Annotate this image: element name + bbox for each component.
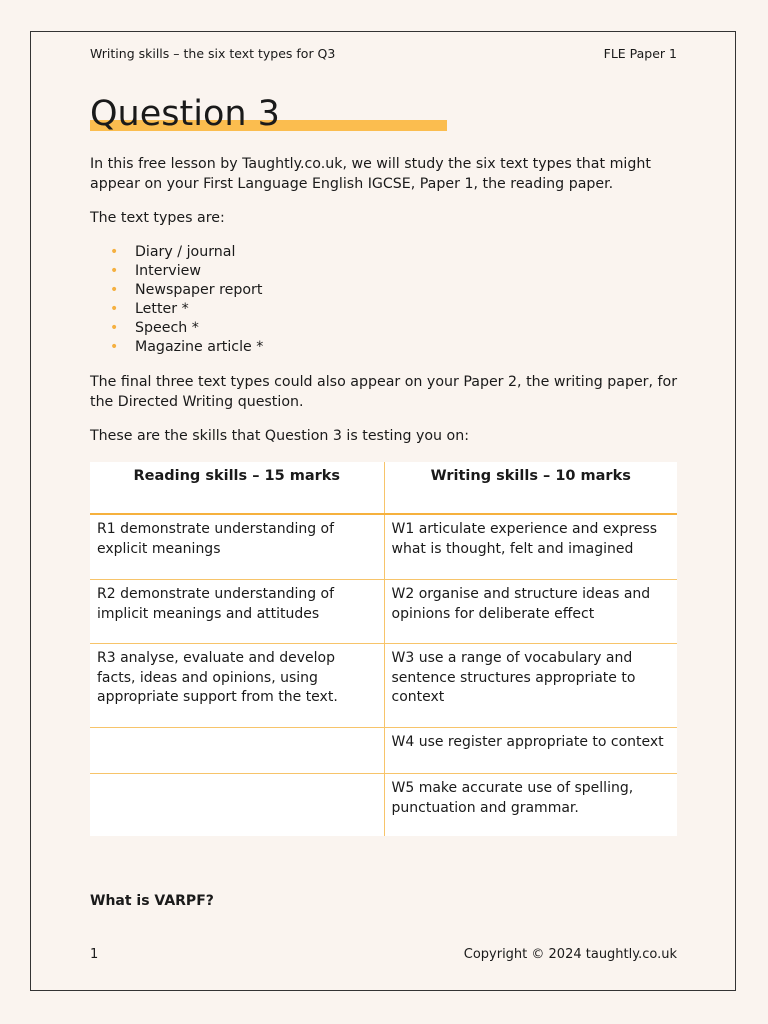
bullet-icon: •	[110, 301, 119, 317]
list-item: • Diary / journal	[110, 244, 236, 260]
table-cell: W2 organise and structure ideas and opinions for deliberate effect	[384, 580, 677, 644]
table-header-row	[90, 462, 677, 514]
table-cell: R1 demonstrate understanding of explicit meanings	[90, 514, 384, 580]
bullet-icon: •	[110, 263, 119, 279]
list-item: • Speech *	[110, 320, 199, 336]
page-title: Question 3	[90, 94, 280, 134]
table-cell	[90, 774, 384, 837]
table-row	[90, 774, 677, 837]
text-types-heading: The text types are:	[90, 210, 225, 226]
table-cell: W3 use a range of vocabulary and sentence structures appropriate to context	[384, 644, 677, 728]
paper-label: FLE Paper 1	[603, 46, 677, 61]
copyright-notice: Copyright © 2024 taughtly.co.uk	[463, 947, 677, 962]
table-row	[90, 580, 677, 644]
varpf-subheading: What is VARPF?	[90, 893, 214, 909]
table-cell	[90, 728, 384, 774]
table-cell: R2 demonstrate understanding of implicit meanings and attitudes	[90, 580, 384, 644]
skills-table	[90, 462, 677, 836]
running-header: Writing skills – the six text types for Q3	[90, 46, 336, 61]
list-item: • Letter *	[110, 301, 189, 317]
bullet-icon: •	[110, 244, 119, 260]
table-cell: W4 use register appropriate to context	[384, 728, 677, 774]
reading-skills-header: Reading skills – 15 marks	[90, 462, 384, 514]
table-cell: W5 make accurate use of spelling, punctuation and grammar.	[384, 774, 677, 837]
table-cell: R3 analyse, evaluate and develop facts, ideas and opinions, using appropriate support from the text.	[90, 644, 384, 728]
list-item: • Newspaper report	[110, 282, 263, 298]
table-cell: W1 articulate experience and express what is thought, felt and imagined	[384, 514, 677, 580]
bullet-icon: •	[110, 320, 119, 336]
bullet-icon: •	[110, 282, 119, 298]
list-item: • Interview	[110, 263, 201, 279]
bullet-icon: •	[110, 339, 119, 355]
list-item: • Magazine article *	[110, 339, 264, 355]
writing-skills-header: Writing skills – 10 marks	[384, 462, 677, 514]
skills-intro: These are the skills that Question 3 is testing you on:	[90, 428, 469, 444]
text-types-list	[90, 243, 263, 357]
table-row	[90, 728, 677, 774]
final-note-paragraph: The final three text types could also appear on your Paper 2, the writing paper, for the Directed Writing question.	[90, 374, 678, 410]
table-row	[90, 514, 677, 580]
intro-paragraph: In this free lesson by Taughtly.co.uk, we will study the six text types that might appear on your First Language English IGCSE, Paper 1, the reading paper.	[90, 156, 651, 192]
title-block	[90, 92, 280, 136]
table-row	[90, 644, 677, 728]
page-number: 1	[90, 947, 99, 962]
